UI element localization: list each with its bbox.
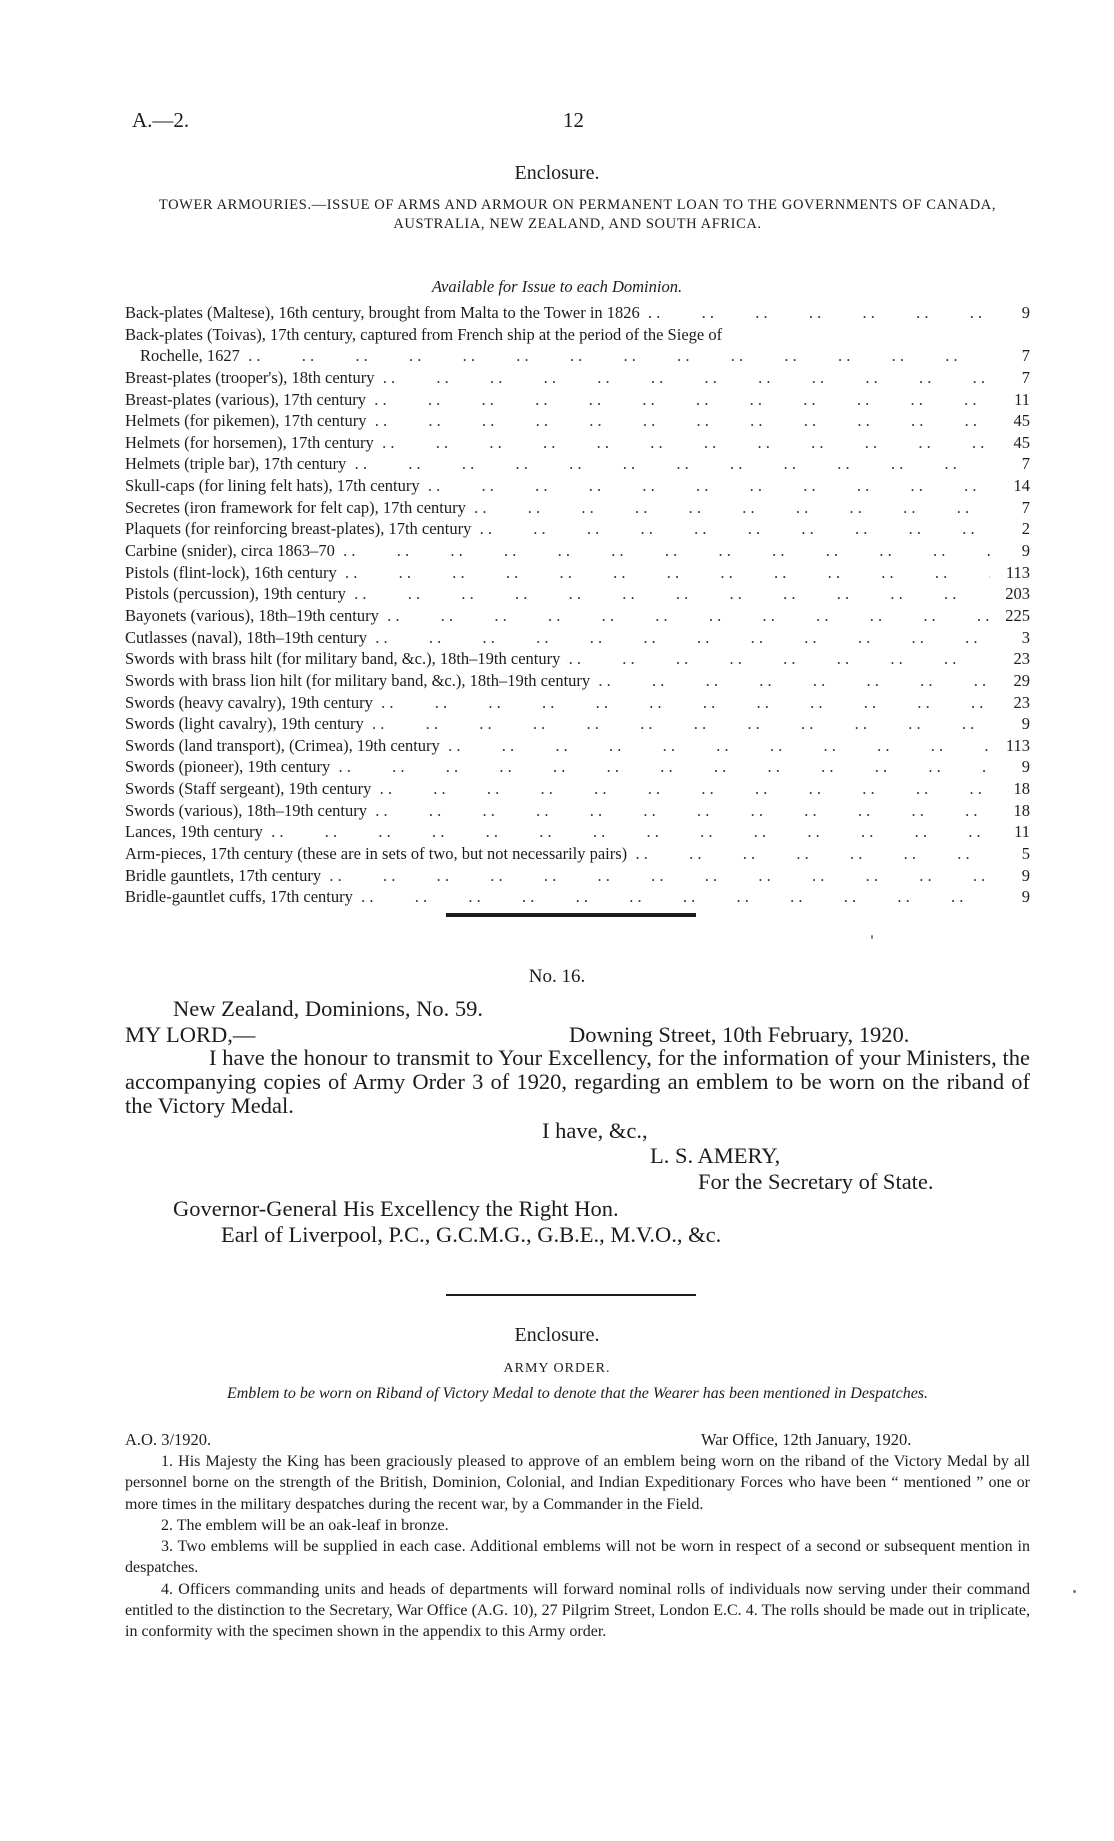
despatch-reference: New Zealand, Dominions, No. 59. [173, 996, 483, 1021]
item-quantity: 7 [1021, 454, 1030, 474]
list-item [125, 389, 1030, 411]
item-quantity: 7 [1021, 346, 1030, 366]
salutation: MY LORD,— [125, 1022, 256, 1047]
signature-title: For the Secretary of State. [698, 1169, 934, 1194]
item-name: Carbine (snider), circa 1863–70 . . [125, 540, 990, 562]
section-divider-thin [446, 1294, 696, 1296]
item-quantity: 14 [1013, 476, 1030, 496]
item-name: Helmets (for horsemen), 17th century . . [125, 432, 990, 454]
list-item [125, 324, 1030, 346]
item-quantity: 5 [1021, 844, 1030, 864]
item-quantity: 113 [1005, 735, 1030, 755]
list-item [125, 756, 1030, 778]
item-quantity: 9 [1021, 887, 1030, 907]
list-item [125, 692, 1030, 714]
item-name: Helmets (triple bar), 17th century . . [125, 453, 990, 475]
list-item [125, 627, 1030, 649]
item-quantity: 23 [1013, 692, 1030, 712]
army-order-body [125, 1451, 1030, 1643]
item-name: Back-plates (Toivas), 17th century, captured from French ship at the period of the Siege of [125, 324, 723, 344]
list-item [125, 497, 1030, 519]
item-quantity: 7 [1021, 497, 1030, 517]
despatch-date: Downing Street, 10th February, 1920. [569, 1022, 910, 1047]
paragraph: 4. Officers commanding units and heads of departments will forward nominal rolls of individuals now serving under their command entitled to the distinction to the Secretary, War Office (A.G. 10), 27 Pilgrim Street, London E.C. 4. The rolls should be made out in triplicate, in conformity with the specimen shown in the appendix to this Army order. [125, 1580, 1030, 1641]
item-name: Rochelle, 1627 . . [140, 345, 990, 367]
enclosure-heading: Enclosure. [514, 1324, 600, 1346]
list-item [125, 648, 1030, 670]
item-quantity: 45 [1013, 411, 1030, 431]
item-quantity: 225 [1005, 605, 1030, 625]
item-quantity: 29 [1013, 670, 1030, 690]
scan-speck [871, 935, 873, 939]
item-quantity: 3 [1021, 627, 1030, 647]
list-item [125, 540, 1030, 562]
scan-speck [1073, 1590, 1076, 1593]
addressee-line-1: Governor-General His Excellency the Right Hon. [173, 1196, 619, 1221]
page-number: 12 [563, 108, 584, 132]
list-item [125, 800, 1030, 822]
item-quantity: 18 [1013, 800, 1030, 820]
army-order-date: War Office, 12th January, 1920. [701, 1430, 912, 1449]
list-item [125, 670, 1030, 692]
army-order-number: A.O. 3/1920. [125, 1430, 212, 1449]
list-item [125, 713, 1030, 735]
paragraph: 3. Two emblems will be supplied in each case. Additional emblems will not be worn in respect of a second or subsequent mention in despatches. [125, 1538, 1030, 1577]
item-name: Secretes (iron framework for felt cap), 17th century . . [125, 497, 990, 519]
list-item [125, 367, 1030, 389]
signature: L. S. AMERY, [650, 1143, 781, 1168]
item-quantity: 2 [1021, 519, 1030, 539]
list-item [125, 410, 1030, 432]
document-reference: A.—2. [132, 108, 190, 132]
section-divider-thick [446, 913, 696, 917]
item-quantity: 9 [1021, 865, 1030, 885]
item-name: Lances, 19th century . . [125, 821, 990, 843]
list-item [125, 778, 1030, 800]
despatch-body: I have the honour to transmit to Your Excellency, for the information of your Ministers, the accompanying copies of Army Order 3 of 1920, regarding an emblem to be worn on the riband of the Victory Medal. [125, 1045, 1030, 1118]
item-quantity: 45 [1013, 432, 1030, 452]
item-name: Skull-caps (for lining felt hats), 17th century . . [125, 475, 990, 497]
item-quantity: 203 [1005, 584, 1030, 604]
item-name: Swords (heavy cavalry), 19th century . . [125, 692, 990, 714]
item-name: Swords (various), 18th–19th century . . [125, 800, 990, 822]
item-quantity: 11 [1014, 822, 1030, 842]
item-quantity: 9 [1021, 757, 1030, 777]
item-name: Plaquets (for reinforcing breast-plates), 17th century . . [125, 518, 990, 540]
list-item [125, 345, 1030, 367]
army-order-title: Emblem to be worn on Riband of Victory Medal to denote that the Wearer has been mentioned in Despatches. [226, 1385, 929, 1402]
item-name: Bridle gauntlets, 17th century . . [125, 865, 990, 887]
item-quantity: 23 [1013, 649, 1030, 669]
item-quantity: 7 [1021, 367, 1030, 387]
list-item [125, 843, 1030, 865]
item-quantity: 113 [1005, 562, 1030, 582]
list-item [125, 432, 1030, 454]
item-name: Pistols (percussion), 19th century . . [125, 583, 990, 605]
list-item [125, 865, 1030, 887]
list-item [125, 453, 1030, 475]
armouries-subtitle: Available for Issue to each Dominion. [431, 277, 683, 296]
item-name: Swords with brass hilt (for military band, &c.), 18th–19th century . . [125, 648, 990, 670]
item-quantity: 18 [1013, 779, 1030, 799]
item-name: Cutlasses (naval), 18th–19th century . . [125, 627, 990, 649]
item-name: Arm-pieces, 17th century (these are in sets of two, but not necessarily pairs) . . [125, 843, 990, 865]
paragraph: 1. His Majesty the King has been graciously pleased to approve of an emblem being worn on the riband of the Victory Medal by all personnel borne on the strength of the British, Dominion, Colonial, and Indian Expeditionary Forces who have been “ mentioned ” one or more times in the military despatches during the recent war, by a Commander in the Field. [125, 1453, 1030, 1513]
item-quantity: 9 [1021, 714, 1030, 734]
armouries-title: TOWER ARMOURIES.—ISSUE OF ARMS AND ARMOUR ON PERMANENT LOAN TO THE GOVERNMENTS OF CANADA, AUSTRALIA, NEW ZEALAND, AND SOUTH AFRICA. [158, 197, 997, 232]
item-name: Pistols (flint-lock), 16th century . . [125, 562, 990, 584]
addressee-line-2: Earl of Liverpool, P.C., G.C.M.G., G.B.E., M.V.O., &c. [221, 1222, 722, 1247]
paragraph: 2. The emblem will be an oak-leaf in bronze. [161, 1516, 449, 1534]
closing: I have, &c., [542, 1118, 648, 1143]
armouries-item-list [125, 302, 1030, 908]
item-name: Breast-plates (various), 17th century . . [125, 389, 990, 411]
list-item [125, 605, 1030, 627]
item-name: Breast-plates (trooper's), 18th century . . [125, 367, 990, 389]
item-quantity: 9 [1021, 541, 1030, 561]
list-item [125, 886, 1030, 908]
list-item [125, 583, 1030, 605]
item-name: Helmets (for pikemen), 17th century . . [125, 410, 990, 432]
item-name: Back-plates (Maltese), 16th century, brought from Malta to the Tower in 1826 . . [125, 302, 990, 324]
item-name: Swords with brass lion hilt (for military band, &c.), 18th–19th century . . [125, 670, 990, 692]
item-name: Bayonets (various), 18th–19th century . . [125, 605, 990, 627]
item-name: Swords (land transport), (Crimea), 19th century . . [125, 735, 990, 757]
item-name: Swords (Staff sergeant), 19th century . . [125, 778, 990, 800]
list-item [125, 821, 1030, 843]
item-name: Swords (pioneer), 19th century . . [125, 756, 990, 778]
list-item [125, 735, 1030, 757]
list-item [125, 518, 1030, 540]
army-order-label: ARMY ORDER. [503, 1361, 611, 1376]
list-item [125, 562, 1030, 584]
item-name: Bridle-gauntlet cuffs, 17th century . . [125, 886, 990, 908]
item-quantity: 11 [1014, 389, 1030, 409]
enclosure-heading: Enclosure. [514, 162, 600, 184]
item-name: Swords (light cavalry), 19th century . . [125, 713, 990, 735]
despatch-number: No. 16. [528, 966, 586, 987]
list-item [125, 302, 1030, 324]
list-item [125, 475, 1030, 497]
item-quantity: 9 [1021, 303, 1030, 322]
